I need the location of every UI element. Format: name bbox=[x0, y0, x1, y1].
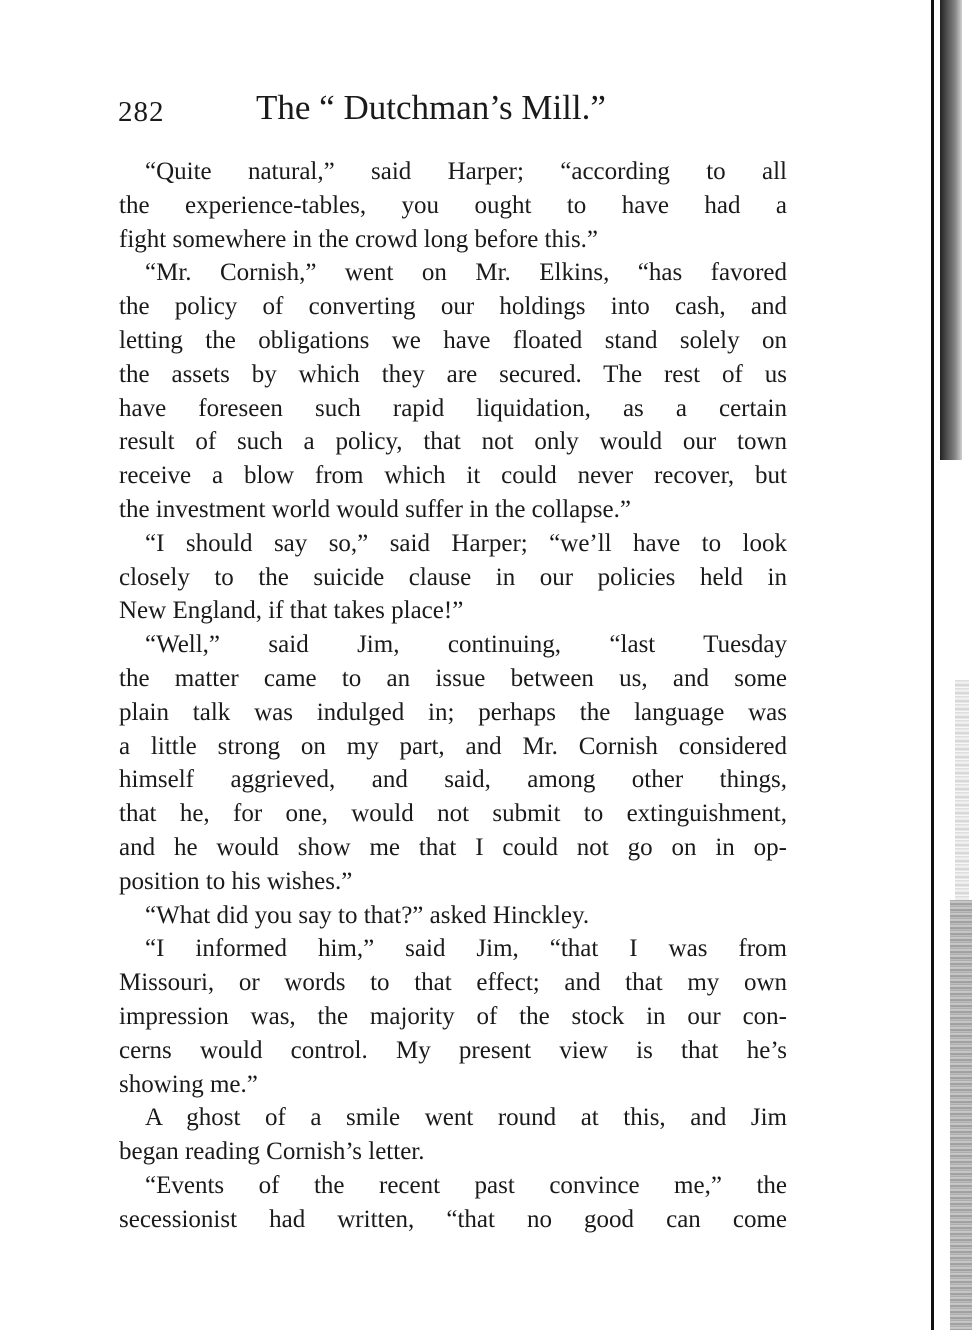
text-line: Missouri, or words to that effect; and that my own bbox=[119, 969, 787, 997]
text-line: the experience-tables, you ought to have had a bbox=[119, 191, 787, 219]
binding-edge-shadow bbox=[940, 0, 962, 460]
text-line: the investment world would suffer in the collapse.” bbox=[119, 495, 631, 523]
text-line: letting the obligations we have floated stand solely on bbox=[119, 326, 787, 354]
text-line: showing me.” bbox=[119, 1070, 258, 1098]
body-text bbox=[119, 155, 787, 1237]
text-line: “Quite natural,” said Harper; “according to all bbox=[145, 158, 787, 185]
text-line: the policy of converting our holdings into cash, and bbox=[119, 293, 787, 321]
text-line: have foreseen such rapid liquidation, as a certain bbox=[119, 394, 787, 422]
text-line: secessionist had written, “that no good can come bbox=[119, 1205, 787, 1233]
text-line: the matter came to an issue between us, and some bbox=[119, 664, 787, 692]
binding-edge-line bbox=[931, 0, 934, 1330]
binding-edge-speckle bbox=[955, 680, 969, 900]
page-header bbox=[118, 88, 798, 138]
text-line: the assets by which they are secured. The rest of us bbox=[119, 360, 787, 388]
text-line: closely to the suicide clause in our policies held in bbox=[119, 563, 787, 591]
text-line: position to his wishes.” bbox=[119, 867, 353, 895]
text-line: receive a blow from which it could never recover, but bbox=[119, 462, 787, 490]
text-line: result of such a policy, that not only would our town bbox=[119, 428, 787, 456]
text-line: “I should say so,” said Harper; “we’ll have to look bbox=[145, 529, 787, 557]
binding-edge-texture bbox=[950, 900, 972, 1330]
text-line: that he, for one, would not submit to extinguishment, bbox=[119, 800, 787, 828]
running-title: The “ Dutchman’s Mill.” bbox=[256, 88, 606, 127]
text-line: A ghost of a smile went round at this, and Jim bbox=[145, 1104, 787, 1132]
text-line: fight somewhere in the crowd long before this.” bbox=[119, 225, 599, 253]
text-line: began reading Cornish’s letter. bbox=[119, 1138, 425, 1166]
text-line: cerns would control. My present view is that he’s bbox=[119, 1036, 787, 1064]
text-line: and he would show me that I could not go on in op- bbox=[119, 833, 787, 861]
text-line: “Events of the recent past convince me,” the bbox=[145, 1171, 787, 1199]
text-line: “Well,” said Jim, continuing, “last Tuesday bbox=[145, 631, 787, 659]
text-line: plain talk was indulged in; perhaps the language was bbox=[119, 698, 787, 726]
text-line: himself aggrieved, and said, among other things, bbox=[119, 766, 787, 794]
text-line: “Mr. Cornish,” went on Mr. Elkins, “has favored bbox=[145, 259, 787, 287]
text-line: a little strong on my part, and Mr. Cornish considered bbox=[119, 732, 787, 760]
text-line: New England, if that takes place!” bbox=[119, 597, 464, 625]
page-number: 282 bbox=[118, 96, 165, 128]
text-line: impression was, the majority of the stock in our con- bbox=[119, 1002, 787, 1030]
text-line: “I informed him,” said Jim, “that I was from bbox=[145, 935, 787, 963]
text-line: “What did you say to that?” asked Hinckley. bbox=[145, 901, 590, 929]
